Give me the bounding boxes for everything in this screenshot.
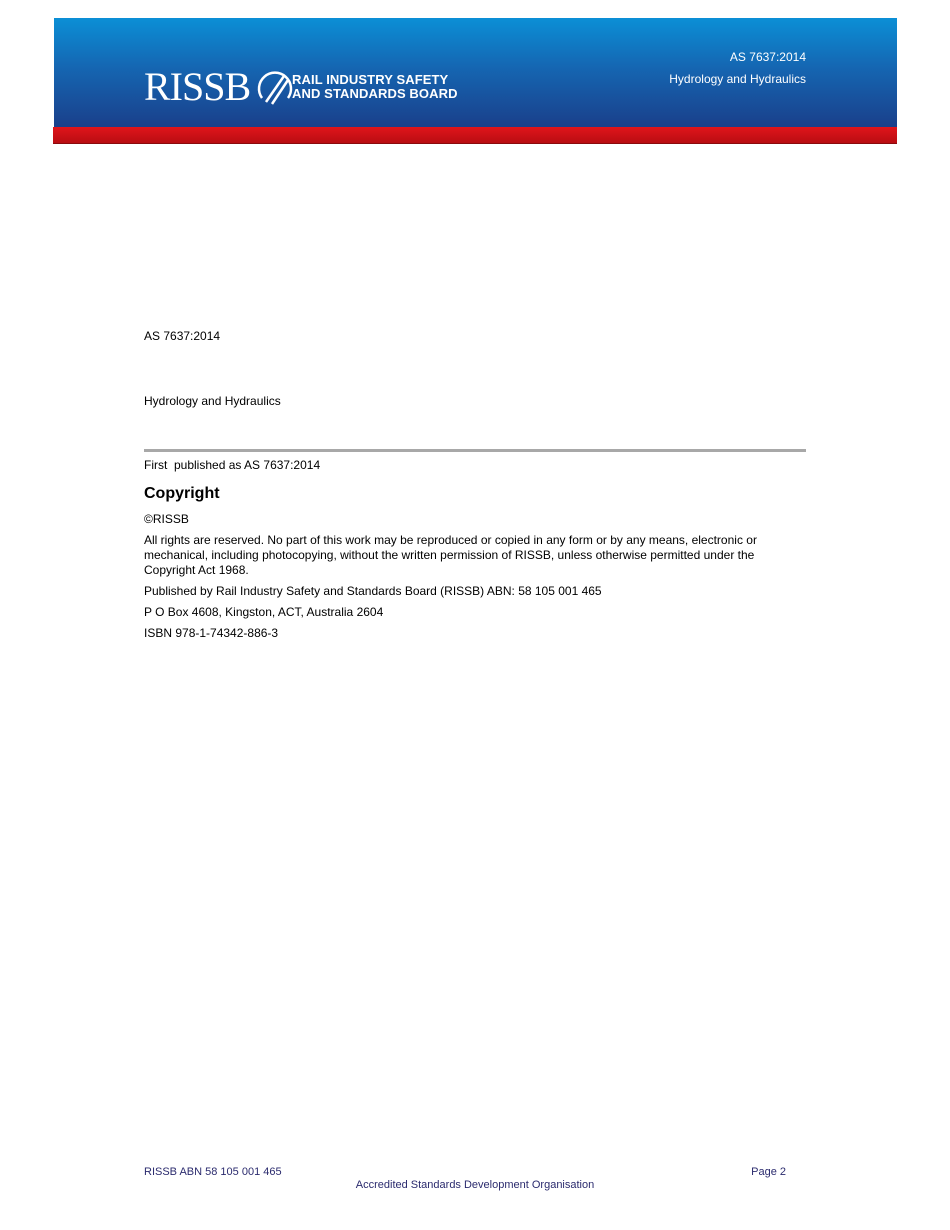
header-standard-number: AS 7637:2014: [729, 50, 806, 64]
copyright-rights-text: All rights are reserved. No part of this work may be reproduced or copied in any form or by any means, electronic or mechanical, including photocopying, without the written permission of RISSB, unless otherwise permitted under the Copyright Act 1968.: [144, 533, 757, 577]
rissb-logo: [144, 64, 296, 110]
document-info: [144, 283, 320, 498]
footer-abn: RISSB ABN 58 105 001 465: [144, 1166, 282, 1178]
org-name-line2: AND STANDARDS BOARD: [292, 86, 458, 101]
copyright-publisher: Published by Rail Industry Safety and Standards Board (RISSB) ABN: 58 105 001 465: [144, 584, 602, 598]
copyright-section: [144, 484, 806, 647]
doc-standard-number: AS 7637:2014: [144, 329, 221, 343]
copyright-address: P O Box 4608, Kingston, ACT, Australia 2604: [144, 605, 384, 619]
section-divider: [144, 449, 806, 452]
doc-first-published: First published as AS 7637:2014: [144, 458, 321, 472]
copyright-symbol-line: ©RISSB: [144, 512, 189, 526]
rail-track-icon: [254, 66, 296, 108]
header-standard-info: [669, 46, 806, 90]
org-name: [292, 73, 458, 101]
copyright-heading: Copyright: [144, 485, 220, 502]
header-red-bar: [53, 127, 897, 144]
footer-accreditation: Accredited Standards Development Organisation: [355, 1179, 595, 1191]
org-name-line1: RAIL INDUSTRY SAFETY: [292, 72, 449, 87]
logo-wordmark: RISSB: [144, 64, 251, 109]
footer-page-number: Page 2: [751, 1166, 786, 1178]
doc-title: Hydrology and Hydraulics: [144, 393, 281, 408]
header-standard-title: Hydrology and Hydraulics: [669, 72, 806, 86]
copyright-isbn: ISBN 978-1-74342-886-3: [144, 626, 279, 640]
